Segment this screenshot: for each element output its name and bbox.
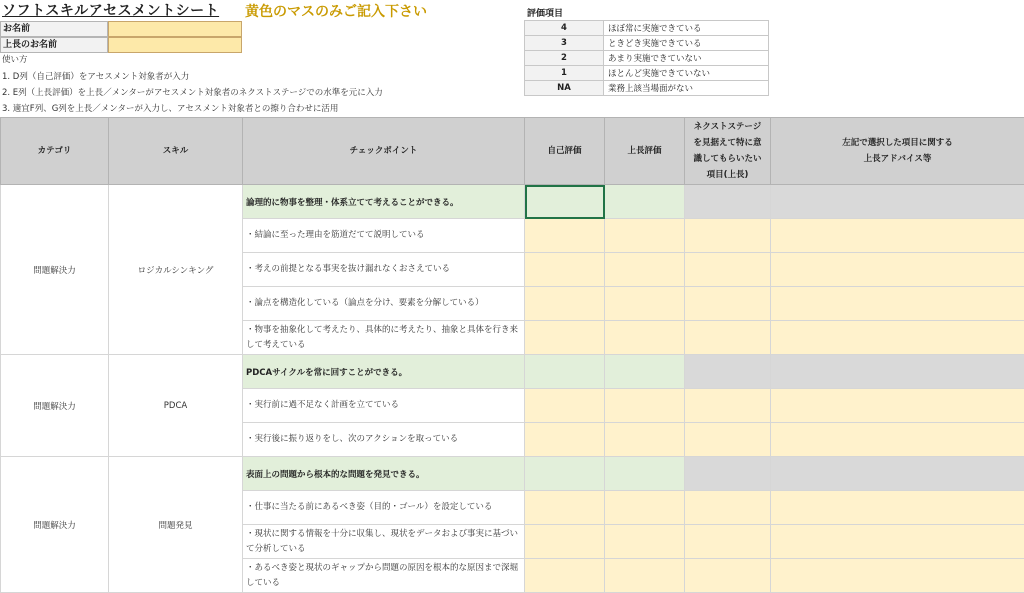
boss-eval-cell[interactable] bbox=[605, 219, 685, 253]
header-self-eval: 自己評価 bbox=[525, 118, 605, 185]
checkpoint-text: ・考えの前提となる事実を抜け漏れなくおさえている bbox=[243, 253, 525, 287]
next-stage-cell[interactable] bbox=[685, 287, 771, 321]
name-input[interactable] bbox=[108, 21, 242, 37]
next-stage-cell bbox=[685, 457, 771, 491]
fill-instruction: 黄色のマスのみご記入下さい bbox=[245, 1, 427, 21]
skill-cell: 問題発見 bbox=[109, 457, 243, 593]
boss-eval-cell[interactable] bbox=[605, 389, 685, 423]
header-advice-line: 上長アドバイス等 bbox=[772, 151, 1023, 167]
self-eval-cell[interactable] bbox=[525, 219, 605, 253]
usage-heading: 使い方 bbox=[2, 52, 28, 69]
next-stage-cell bbox=[685, 355, 771, 389]
evaluation-code: 2 bbox=[525, 51, 604, 66]
sheet-title: ソフトスキルアセスメントシート bbox=[2, 0, 219, 20]
evaluation-row bbox=[525, 36, 769, 51]
boss-name-label: 上長のお名前 bbox=[0, 37, 108, 53]
self-eval-cell[interactable] bbox=[525, 457, 605, 491]
checkpoint-text: ・あるべき姿と現状のギャップから問題の原因を根本的な原因まで深堀している bbox=[243, 559, 525, 593]
criteria-heading: 表面上の問題から根本的な問題を発見できる。 bbox=[243, 457, 525, 491]
boss-eval-cell[interactable] bbox=[605, 185, 685, 219]
advice-cell bbox=[771, 355, 1024, 389]
evaluation-desc: あまり実施できていない bbox=[604, 51, 769, 66]
header-boss-eval: 上長評価 bbox=[605, 118, 685, 185]
next-stage-cell[interactable] bbox=[685, 321, 771, 355]
advice-cell[interactable] bbox=[771, 423, 1024, 457]
next-stage-cell[interactable] bbox=[685, 491, 771, 525]
header-checkpoint: チェックポイント bbox=[243, 118, 525, 185]
evaluation-desc: ときどき実施できている bbox=[604, 36, 769, 51]
self-eval-cell[interactable] bbox=[525, 253, 605, 287]
header-next-line: 項目(上長) bbox=[686, 167, 769, 183]
boss-name-input[interactable] bbox=[108, 37, 242, 53]
advice-cell[interactable] bbox=[771, 321, 1024, 355]
header-advice-line: 左記で選択した項目に関する bbox=[772, 135, 1023, 151]
name-label: お名前 bbox=[0, 21, 108, 37]
evaluation-table bbox=[524, 20, 769, 96]
boss-eval-cell[interactable] bbox=[605, 321, 685, 355]
criteria-row bbox=[1, 355, 1024, 389]
evaluation-desc: ほとんど実施できていない bbox=[604, 66, 769, 81]
evaluation-row bbox=[525, 66, 769, 81]
evaluation-desc: 業務上該当場面がない bbox=[604, 81, 769, 96]
advice-cell[interactable] bbox=[771, 525, 1024, 559]
next-stage-cell bbox=[685, 185, 771, 219]
self-eval-cell[interactable] bbox=[525, 321, 605, 355]
evaluation-code: 1 bbox=[525, 66, 604, 81]
skill-cell: PDCA bbox=[109, 355, 243, 457]
criteria-heading: 論理的に物事を整理・体系立てて考えることができる。 bbox=[243, 185, 525, 219]
header-next-stage bbox=[685, 118, 771, 185]
checkpoint-text: ・実行前に過不足なく計画を立てている bbox=[243, 389, 525, 423]
evaluation-desc: ほぼ常に実施できている bbox=[604, 21, 769, 36]
advice-cell[interactable] bbox=[771, 219, 1024, 253]
next-stage-cell[interactable] bbox=[685, 525, 771, 559]
advice-cell[interactable] bbox=[771, 389, 1024, 423]
advice-cell bbox=[771, 185, 1024, 219]
boss-eval-cell[interactable] bbox=[605, 525, 685, 559]
checkpoint-text: ・仕事に当たる前にあるべき姿（目的・ゴール）を設定している bbox=[243, 491, 525, 525]
checkpoint-text: ・実行後に振り返りをし、次のアクションを取っている bbox=[243, 423, 525, 457]
self-eval-cell[interactable] bbox=[525, 491, 605, 525]
criteria-row bbox=[1, 185, 1024, 219]
assessment-table bbox=[0, 117, 1024, 593]
self-eval-cell[interactable] bbox=[525, 355, 605, 389]
usage-step-2: 2. E列（上長評価）を上長／メンターがアセスメント対象者のネクストステージでの水準を元に入力 bbox=[2, 85, 383, 102]
header-next-line: 識してもらいたい bbox=[686, 151, 769, 167]
self-eval-cell[interactable] bbox=[525, 389, 605, 423]
advice-cell[interactable] bbox=[771, 491, 1024, 525]
header-next-line: ネクストステージ bbox=[686, 119, 769, 135]
header-row bbox=[1, 118, 1024, 185]
evaluation-row bbox=[525, 21, 769, 36]
boss-eval-cell[interactable] bbox=[605, 355, 685, 389]
checkpoint-text: ・物事を抽象化して考えたり、具体的に考えたり、抽象と具体を行き来して考えている bbox=[243, 321, 525, 355]
header-advice bbox=[771, 118, 1024, 185]
next-stage-cell[interactable] bbox=[685, 423, 771, 457]
next-stage-cell[interactable] bbox=[685, 253, 771, 287]
header-category: カテゴリ bbox=[1, 118, 109, 185]
next-stage-cell[interactable] bbox=[685, 219, 771, 253]
advice-cell[interactable] bbox=[771, 253, 1024, 287]
advice-cell bbox=[771, 457, 1024, 491]
category-cell: 問題解決力 bbox=[1, 355, 109, 457]
boss-eval-cell[interactable] bbox=[605, 491, 685, 525]
advice-cell[interactable] bbox=[771, 287, 1024, 321]
evaluation-row bbox=[525, 51, 769, 66]
header-next-line: を見据えて特に意 bbox=[686, 135, 769, 151]
evaluation-title: 評価項目 bbox=[527, 6, 563, 19]
self-eval-cell[interactable] bbox=[525, 287, 605, 321]
checkpoint-text: ・結論に至った理由を筋道だてて説明している bbox=[243, 219, 525, 253]
evaluation-code: 4 bbox=[525, 21, 604, 36]
evaluation-code: NA bbox=[525, 81, 604, 96]
usage-step-3: 3. 適宜F列、G列を上長／メンターが入力し、アセスメント対象者との擦り合わせに活用 bbox=[2, 101, 338, 118]
boss-eval-cell[interactable] bbox=[605, 423, 685, 457]
evaluation-row bbox=[525, 81, 769, 96]
boss-eval-cell[interactable] bbox=[605, 287, 685, 321]
self-eval-cell[interactable] bbox=[525, 185, 605, 219]
evaluation-code: 3 bbox=[525, 36, 604, 51]
self-eval-cell[interactable] bbox=[525, 525, 605, 559]
category-cell: 問題解決力 bbox=[1, 457, 109, 593]
checkpoint-text: ・論点を構造化している（論点を分け、要素を分解している） bbox=[243, 287, 525, 321]
skill-cell: ロジカルシンキング bbox=[109, 185, 243, 355]
criteria-heading: PDCAサイクルを常に回すことができる。 bbox=[243, 355, 525, 389]
usage-step-1: 1. D列（自己評価）をアセスメント対象者が入力 bbox=[2, 69, 189, 86]
boss-eval-cell[interactable] bbox=[605, 253, 685, 287]
header-skill: スキル bbox=[109, 118, 243, 185]
self-eval-cell[interactable] bbox=[525, 423, 605, 457]
checkpoint-text: ・現状に関する情報を十分に収集し、現状をデータおよび事実に基づいて分析している bbox=[243, 525, 525, 559]
criteria-row bbox=[1, 457, 1024, 491]
next-stage-cell[interactable] bbox=[685, 389, 771, 423]
boss-eval-cell[interactable] bbox=[605, 457, 685, 491]
category-cell: 問題解決力 bbox=[1, 185, 109, 355]
